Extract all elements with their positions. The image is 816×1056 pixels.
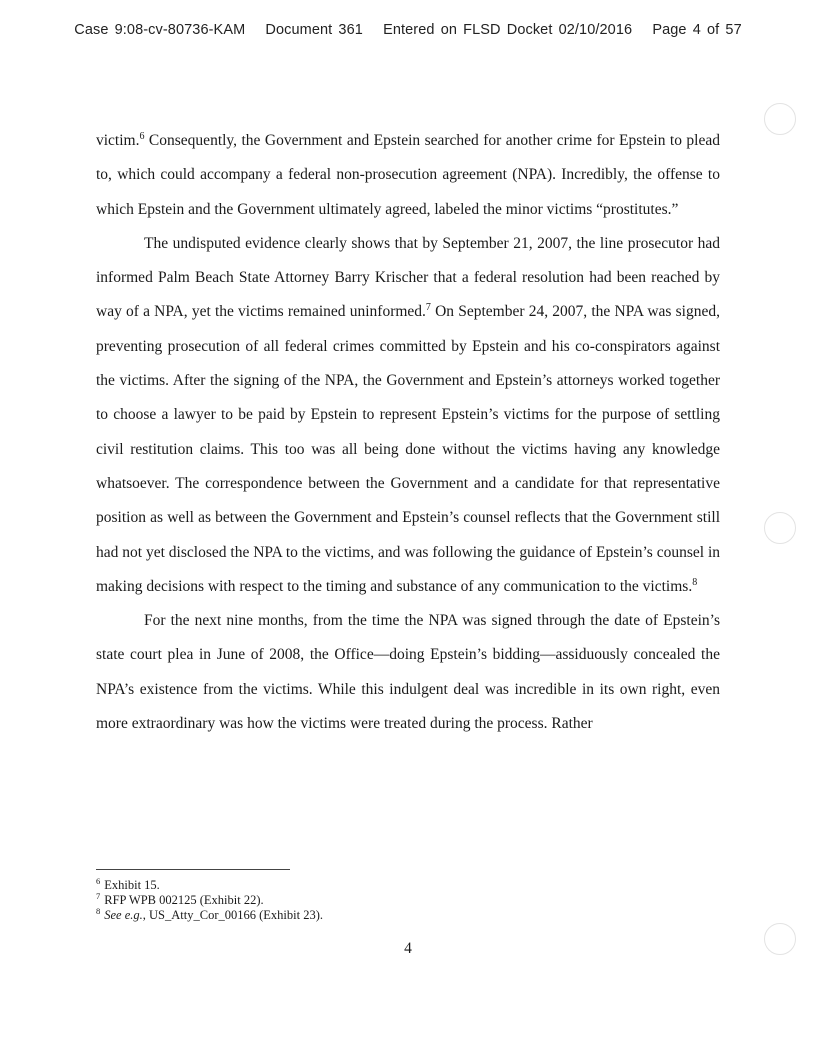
footnotes bbox=[96, 875, 696, 923]
footnote: $^8$ See e.g., US_Atty_Cor_00166 (Exhibit 23). bbox=[96, 905, 323, 922]
page-count: Page 4 of 57 bbox=[652, 22, 742, 38]
paragraph: For the next nine months, from the time the NPA was signed through the date of Epstein’s state court plea in June of 2008, the Office—doing Epstein’s bidding—assiduously concealed the NPA’s existence from the victims. While this indulgent deal was incredible in its own right, even more extraordinary was how the victims were treated during the process. Rather bbox=[96, 612, 720, 733]
page-number: 4 bbox=[404, 940, 412, 957]
document-number: Document 361 bbox=[265, 22, 363, 38]
footnote: $^6$ Exhibit 15. bbox=[96, 875, 160, 892]
footnote-ref: 8 bbox=[692, 576, 698, 588]
body-text bbox=[96, 124, 720, 741]
punch-hole-mark bbox=[764, 103, 796, 135]
footnote: $^7$ RFP WPB 002125 (Exhibit 22). bbox=[96, 890, 264, 907]
docket-header bbox=[0, 22, 816, 38]
paragraph: The undisputed evidence clearly shows that by September 21, 2007, the line prosecutor had informed Palm Beach State Attorney Barry Krischer that a federal resolution had been reached by way of a NPA, yet the victims remained uninformed.$^7$ On September 24, 2007, the NPA was signed, preventing prosecution of all federal crimes committed by Epstein and his co-conspirators against the victims. After the signing of the NPA, the Government and Epstein’s attorneys worked together to choose a lawyer to be paid by Epstein to represent Epstein’s victims for the purpose of settling civil restitution claims. This too was all being done without the victims having any knowledge whatsoever. The correspondence between the Government and a candidate for that representative position as well as between the Government and Epstein’s counsel reflects that the Government still had not yet disclosed the NPA to the victims, and was following the guidance of Epstein’s counsel in making decisions with respect to the timing and substance of any communication to the victims.$^8$ bbox=[96, 234, 720, 595]
footnote-separator bbox=[96, 869, 290, 870]
footnote-ref: 7 bbox=[425, 302, 431, 314]
case-number: Case 9:08-cv-80736-KAM bbox=[74, 22, 246, 38]
paragraph: victim.$^6$ Consequently, the Government and Epstein searched for another crime for Epstein to plead to, which could accompany a federal non-prosecution agreement (NPA). Incredibly, the offense to which Epstein and the Government ultimately agreed, labeled the minor victims “prostitutes.” bbox=[96, 130, 720, 218]
punch-hole-mark bbox=[764, 512, 796, 544]
footnote-ref: 6 bbox=[139, 130, 145, 142]
docket-entry: Entered on FLSD Docket 02/10/2016 bbox=[383, 22, 633, 38]
